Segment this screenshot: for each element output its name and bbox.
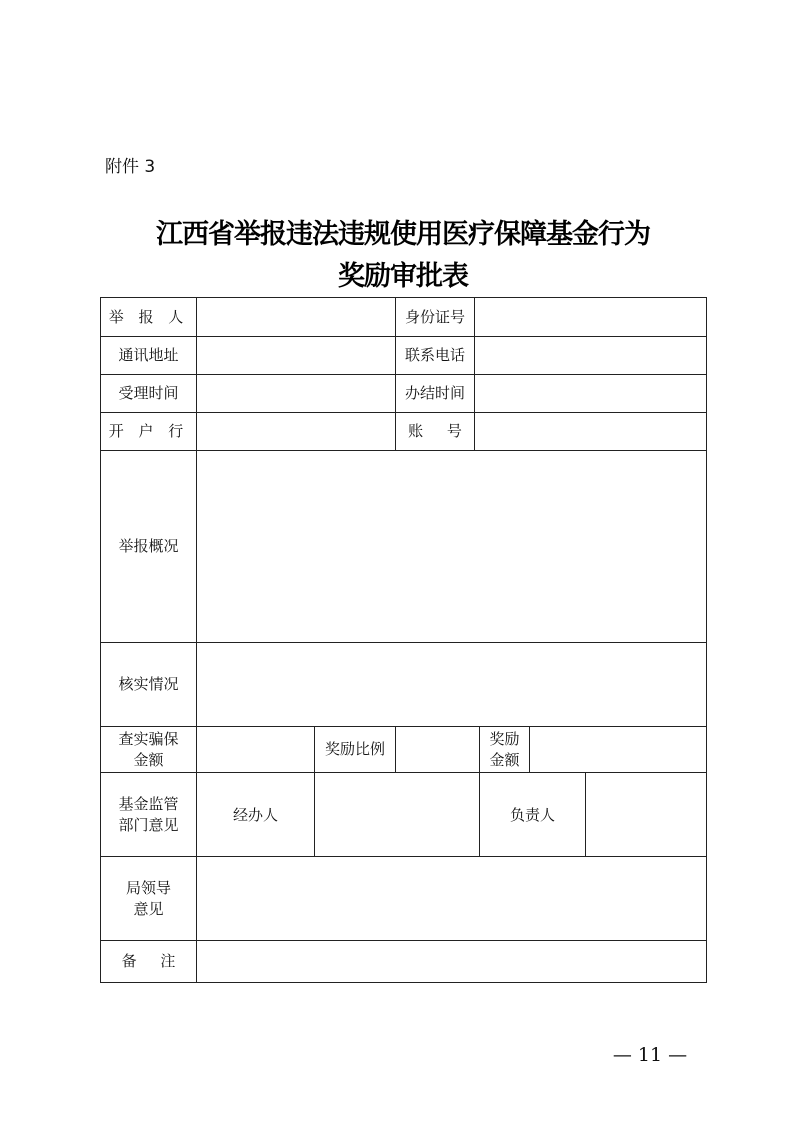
responsible-label: 负责人 [509,806,555,824]
fraud-amount-label [101,727,196,772]
fraud-amount-label-line1: 查实骗保 [118,729,179,748]
account-field[interactable] [475,413,706,450]
handler-label: 经办人 [232,806,278,824]
account-label: 账 号 [408,422,462,440]
address-label: 通讯地址 [118,346,179,364]
fund-opinion-label-line2: 部门意见 [118,815,179,834]
accept-time-field[interactable] [197,375,395,412]
fraud-amount-label-line2: 金额 [133,750,164,769]
form-title-line2: 奖励审批表 [338,261,468,292]
verification-field[interactable] [197,643,706,726]
reward-ratio-field[interactable] [396,727,479,772]
bank-field[interactable] [197,413,395,450]
reward-amount-field[interactable] [530,727,706,772]
remarks-field[interactable] [197,941,706,982]
address-field[interactable] [197,337,395,374]
fund-opinion-label [101,773,196,856]
verification-label: 核实情况 [118,675,179,693]
reward-amount-label-line1: 奖励 [489,729,520,748]
id-number-field[interactable] [475,298,706,336]
reporter-label: 举 报 人 [108,307,189,326]
report-summary-label: 举报概况 [118,537,179,555]
leader-opinion-label-line2: 意见 [133,899,164,918]
reward-ratio-label: 奖励比例 [324,740,385,758]
leader-opinion-field[interactable] [197,857,706,940]
phone-label: 联系电话 [404,346,465,364]
accept-time-label: 受理时间 [118,384,179,402]
finish-time-label: 办结时间 [404,384,465,402]
id-number-label: 身份证号 [404,307,465,326]
phone-field[interactable] [475,337,706,374]
remarks-label: 备 注 [121,952,176,970]
form-title-line1: 江西省举报违法违规使用医疗保障基金行为 [156,219,650,250]
reporter-field[interactable] [197,298,395,336]
reward-amount-label [480,727,529,772]
leader-opinion-label [101,857,196,940]
report-summary-field[interactable] [197,451,706,642]
reward-amount-label-line2: 金额 [489,750,520,769]
attachment-label: 附件 3 [105,157,156,177]
handler-field[interactable] [315,773,479,856]
responsible-field[interactable] [586,773,706,856]
fraud-amount-field[interactable] [197,727,314,772]
page-number: — 11 — [612,1044,688,1066]
finish-time-field[interactable] [475,375,706,412]
fund-opinion-label-line1: 基金监管 [118,794,179,813]
leader-opinion-label-line1: 局领导 [125,878,171,897]
bank-label: 开 户 行 [108,422,189,440]
